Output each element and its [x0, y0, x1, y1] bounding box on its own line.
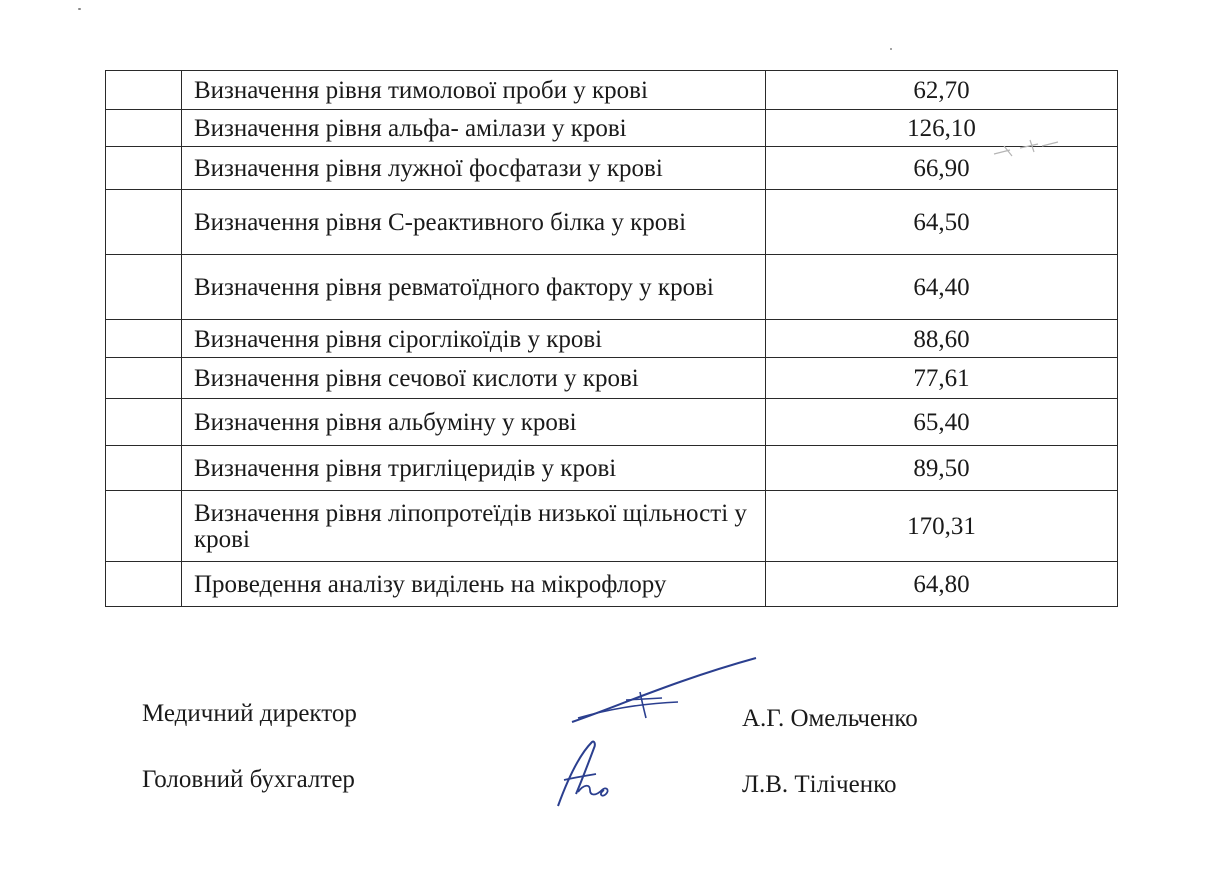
service-name: Визначення рівня сечової кислоти у крові [182, 358, 766, 399]
service-name: Визначення рівня С-реактивного білка у крові [182, 190, 766, 255]
row-number-cell [106, 320, 182, 358]
row-number-cell [106, 71, 182, 110]
director-signature [566, 652, 762, 728]
accountant-name: Л.В. Тіліченко [742, 771, 897, 798]
service-name: Визначення рівня тимолової проби у крові [182, 71, 766, 110]
table-row [106, 358, 1118, 399]
row-number-cell [106, 358, 182, 399]
table-row [106, 255, 1118, 320]
scan-speck [78, 8, 81, 10]
director-title: Медичний директор [142, 700, 357, 727]
service-price: 77,61 [766, 358, 1118, 399]
service-name: Визначення рівня ревматоїдного фактору у крові [182, 255, 766, 320]
row-number-cell [106, 399, 182, 446]
table-row [106, 491, 1118, 562]
table-row [106, 71, 1118, 110]
service-price: 65,40 [766, 399, 1118, 446]
service-price: 126,10 [766, 110, 1118, 147]
service-price: 89,50 [766, 446, 1118, 491]
table-row [106, 446, 1118, 491]
table-row [106, 562, 1118, 607]
director-name: А.Г. Омельченко [742, 705, 918, 732]
service-price: 64,80 [766, 562, 1118, 607]
service-name: Визначення рівня сіроглікоїдів у крові [182, 320, 766, 358]
service-name: Визначення рівня ліпопротеїдів низької щільності у крові [182, 491, 766, 562]
row-number-cell [106, 190, 182, 255]
row-number-cell [106, 446, 182, 491]
service-name: Визначення рівня альфа- амілази у крові [182, 110, 766, 147]
pencil-mark [990, 132, 1070, 166]
row-number-cell [106, 562, 182, 607]
service-price: 64,50 [766, 190, 1118, 255]
service-price: 62,70 [766, 71, 1118, 110]
table-row [106, 190, 1118, 255]
table-row [106, 399, 1118, 446]
table-row [106, 147, 1118, 190]
service-price: 64,40 [766, 255, 1118, 320]
row-number-cell [106, 147, 182, 190]
service-price: 170,31 [766, 491, 1118, 562]
row-number-cell [106, 255, 182, 320]
service-name: Визначення рівня альбуміну у крові [182, 399, 766, 446]
service-price: 66,90 [766, 147, 1118, 190]
price-table [105, 70, 1118, 607]
service-name: Визначення рівня тригліцеридів у крові [182, 446, 766, 491]
service-name: Проведення аналізу виділень на мікрофлору [182, 562, 766, 607]
scan-speck [890, 48, 892, 50]
table-row [106, 320, 1118, 358]
accountant-signature [548, 734, 638, 812]
accountant-title: Головний бухгалтер [142, 766, 355, 793]
service-price: 88,60 [766, 320, 1118, 358]
table-row [106, 110, 1118, 147]
row-number-cell [106, 491, 182, 562]
service-name: Визначення рівня лужної фосфатази у крові [182, 147, 766, 190]
row-number-cell [106, 110, 182, 147]
